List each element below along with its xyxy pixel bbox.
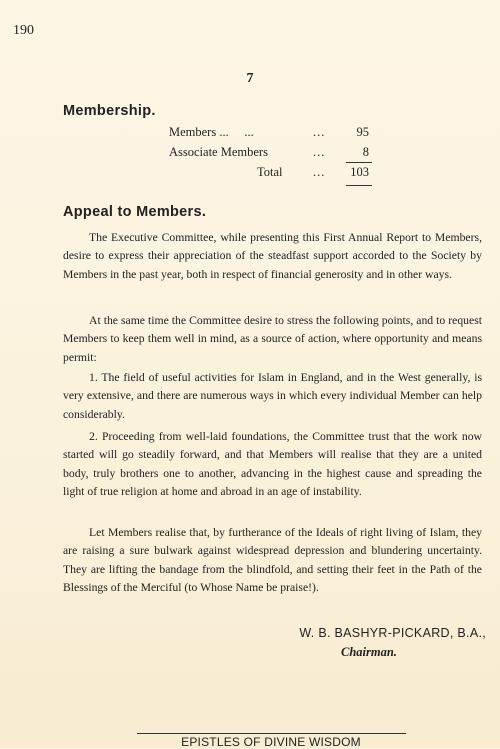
row-dots: ... [313,145,326,159]
membership-row-total [169,165,379,185]
running-footer: EPISTLES OF DIVINE WISDOM [181,735,361,749]
row-dots: ... [313,165,326,179]
appeal-paragraph: Let Members realise that, by furtherance of the Ideals of right living of Islam, they are raising a sure bulwark against widespread depression and blundering uncertainty. They are lifting the bandage from the blindfold, and setting their feet in the Path of the Blessings of the Merciful (to Whose Name be praise!). [63,526,482,595]
total-label: Total [257,165,283,179]
membership-row-members [169,125,379,145]
row-value: 95 [356,125,369,139]
appeal-point-1: 1. The field of useful activities for Islam in England, and in the West generally, is very extensive, and there are numerous ways in which every individual Member can help considerably. [63,371,482,421]
total-value: 103 [350,165,369,179]
membership-table [169,125,379,185]
row-dots: ... [313,125,326,139]
appeal-paragraph: At the same time the Committee desire to stress the following points, and to request Members to keep them well in mind, as a source of action, where opportunity and means permit: [63,314,482,364]
footer-rule [137,733,406,734]
page-number: 7 [246,71,254,86]
folio-number: 190 [13,23,34,38]
row-label: Members ... ... [169,125,254,139]
appeal-paragraph: The Executive Committee, while presenting this First Annual Report to Members, desire to express their appreciation of the steadfast support accorded to the Society by Members in the past year, both in respect of financial generosity and in other ways. [63,231,482,281]
membership-heading: Membership. [63,103,156,119]
sum-rule-top [346,162,372,163]
appeal-point-2: 2. Proceeding from well-laid foundations, the Committee trust that the work now started will go steadily forward, and that Members will realise that they are a united body, truly brothers one to another, advancing in the highest cause and spreading the light of true religion at home and abroad in an age of instability. [63,430,482,499]
sum-rule-bottom [346,185,372,186]
row-label: Associate Members [169,145,268,159]
row-value: 8 [362,145,369,159]
signature-name: W. B. BASHYR-PICKARD, B.A., [299,626,486,640]
appeal-heading: Appeal to Members. [63,204,207,220]
signature-title: Chairman. [341,645,397,659]
